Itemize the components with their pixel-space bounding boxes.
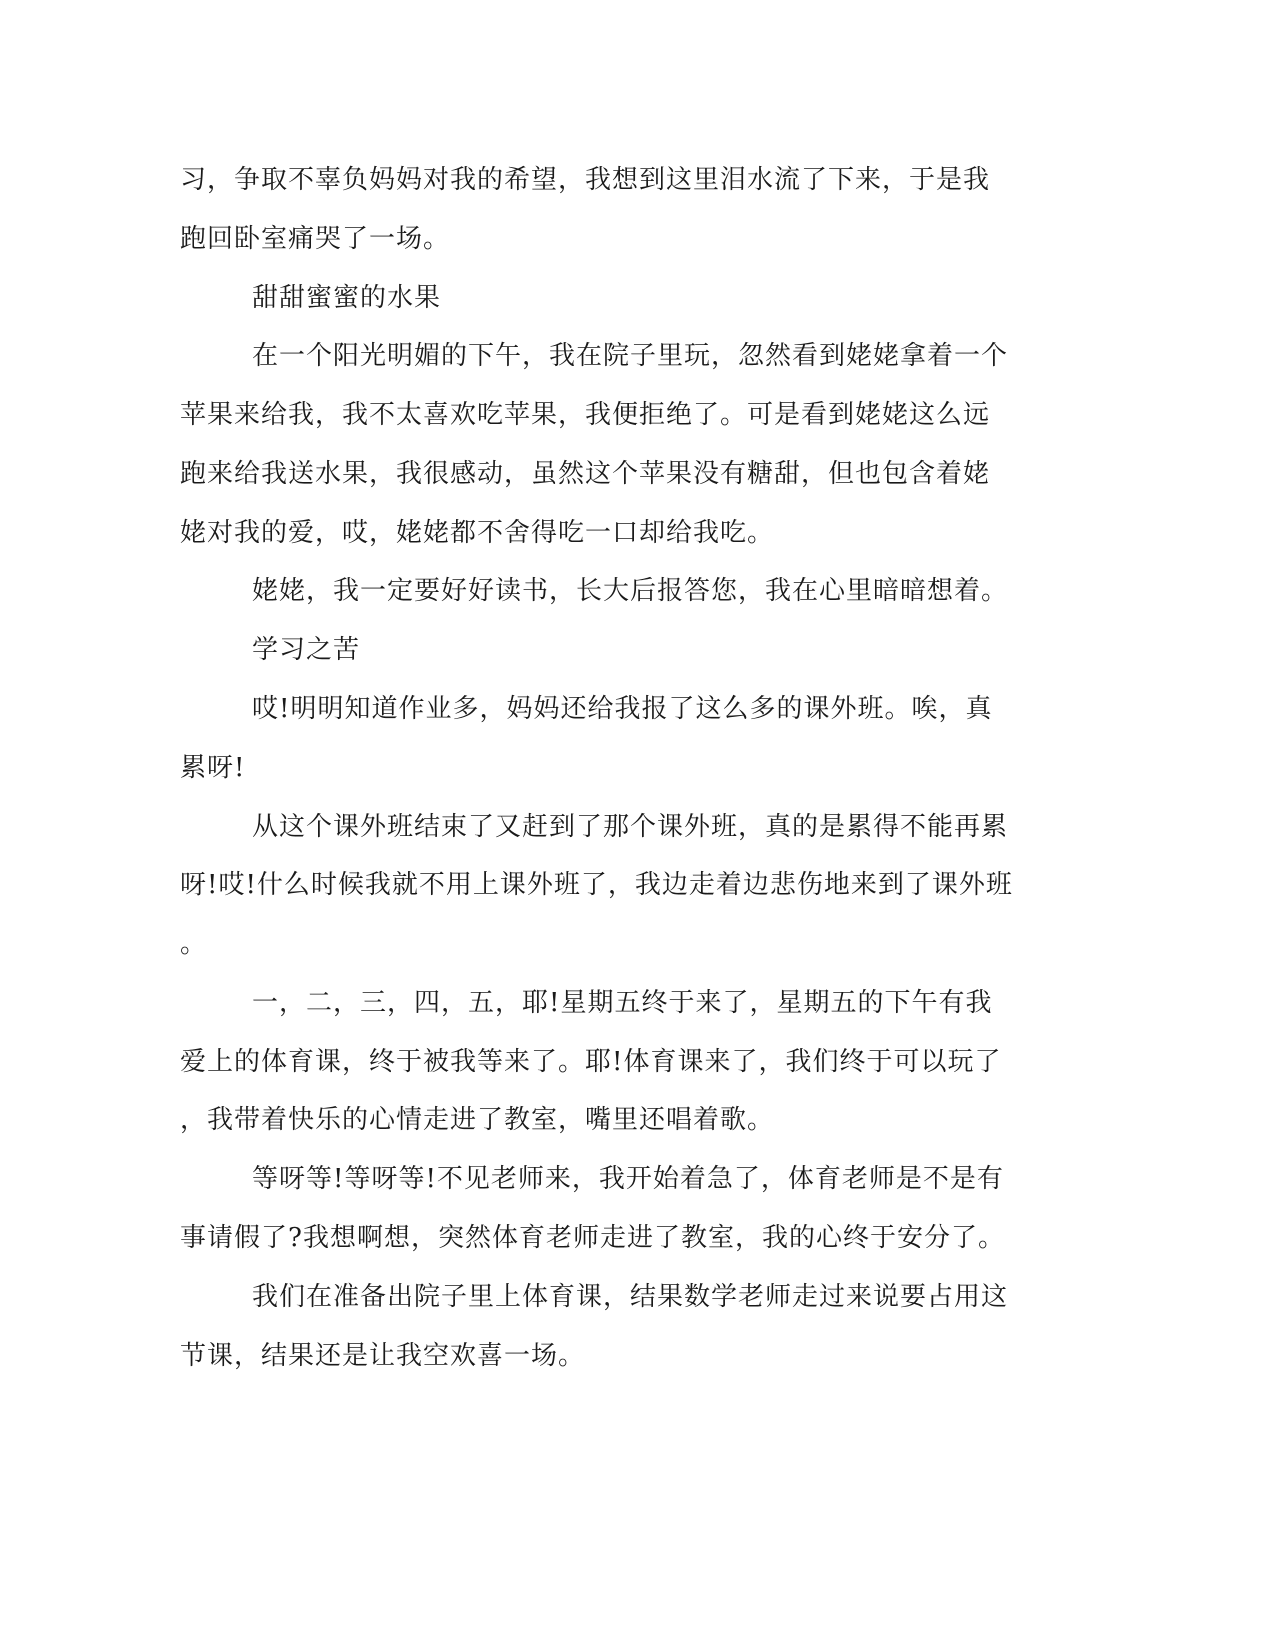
text-line: 苹果来给我，我不太喜欢吃苹果，我便拒绝了。可是看到姥姥这么远 — [180, 400, 991, 430]
text-line: 。 — [180, 929, 208, 959]
text-line: 从这个课外班结束了又赶到了那个课外班，真的是累得不能再累 — [252, 812, 1009, 842]
text-line: 姥对我的爱，哎，姥姥都不舍得吃一口却给我吃。 — [180, 518, 775, 548]
text-line: 呀!哎!什么时候我就不用上课外班了，我边走着边悲伤地来到了课外班 — [180, 870, 1013, 900]
section-heading: 学习之苦 — [252, 635, 361, 665]
text-line: 姥姥，我一定要好好读书，长大后报答您，我在心里暗暗想着。 — [252, 576, 1009, 606]
text-line: 节课，结果还是让我空欢喜一场。 — [180, 1341, 586, 1371]
text-line: 爱上的体育课，终于被我等来了。耶!体育课来了，我们终于可以玩了 — [180, 1047, 1002, 1077]
text-line: 累呀! — [180, 753, 246, 783]
text-line: 我们在准备出院子里上体育课，结果数学老师走过来说要占用这 — [252, 1282, 1009, 1312]
text-line: 跑来给我送水果，我很感动，虽然这个苹果没有糖甜，但也包含着姥 — [180, 459, 991, 489]
text-line: ，我带着快乐的心情走进了教室，嘴里还唱着歌。 — [180, 1105, 775, 1135]
text-line: 一，二，三，四，五，耶!星期五终于来了，星期五的下午有我 — [252, 988, 993, 1018]
text-line: 习，争取不辜负妈妈对我的希望，我想到这里泪水流了下来，于是我 — [180, 165, 991, 195]
text-line: 跑回卧室痛哭了一场。 — [180, 224, 451, 254]
text-line: 等呀等!等呀等!不见老师来，我开始着急了，体育老师是不是有 — [252, 1164, 1004, 1194]
text-line: 哎!明明知道作业多，妈妈还给我报了这么多的课外班。唉，真 — [252, 694, 993, 724]
section-heading: 甜甜蜜蜜的水果 — [252, 283, 442, 313]
text-line: 事请假了?我想啊想，突然体育老师走进了教室，我的心终于安分了。 — [180, 1223, 1005, 1253]
text-line: 在一个阳光明媚的下午，我在院子里玩，忽然看到姥姥拿着一个 — [252, 341, 1009, 371]
